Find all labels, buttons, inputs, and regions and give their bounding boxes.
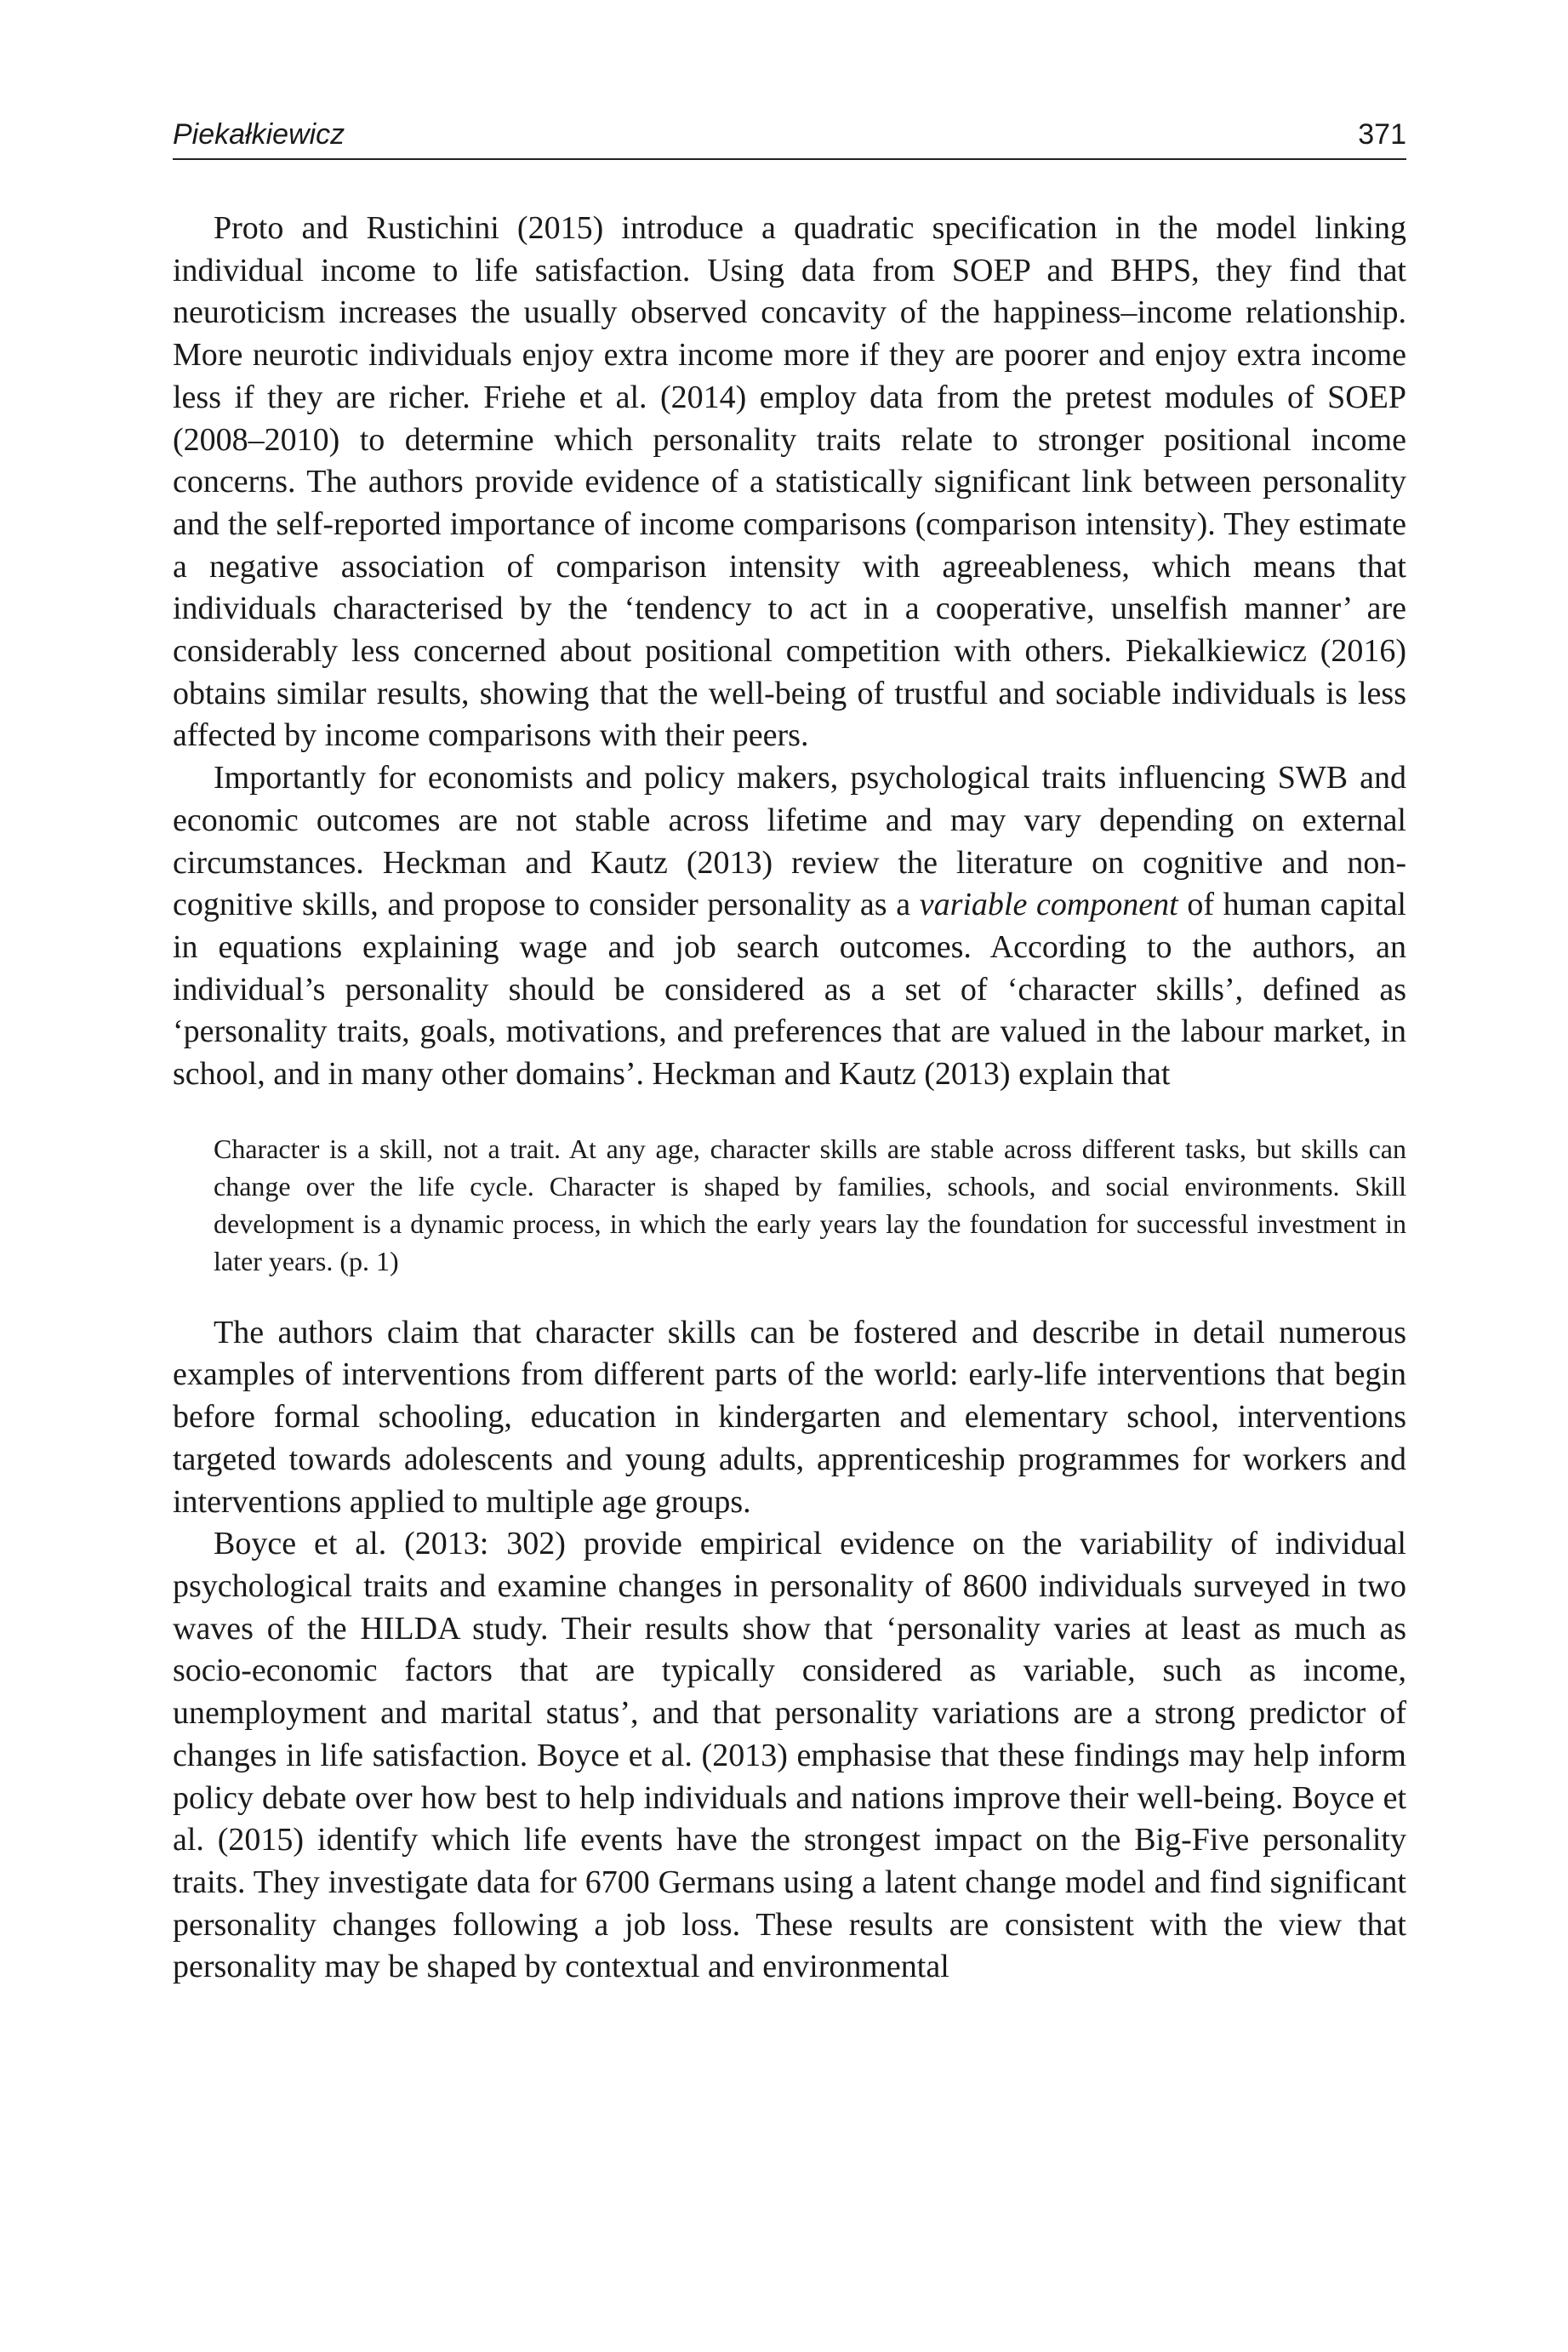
paragraph-2: [173, 757, 1406, 1096]
paragraph-2-italic: variable component: [919, 887, 1178, 923]
running-head: [173, 111, 1406, 160]
paragraph-4: Boyce et al. (2013: 302) provide empirical evidence on the variability of individual psychological traits and examine changes in personality of 8600 individuals surveyed in two waves of the HILDA study. Their results show that ‘personality varies at least as much as socio-economic factors that are typically considered as variable, such as income, unemployment and marital status’, and that personality variations are a strong predictor of changes in life satisfaction. Boyce et al. (2013) emphasise that these findings may help inform policy debate over how best to help individuals and nations improve their well-being. Boyce et al. (2015) identify which life events have the strongest impact on the Big-Five personality traits. They investigate data for 6700 Germans using a latent change model and find significant personality changes following a job loss. These results are consistent with the view that personality may be shaped by contextual and environmental: [173, 1526, 1406, 1985]
paragraph-2-text-a: Importantly for economists and policy makers, psychological traits influencing SWB and economic outcomes are not stable across lifetime and may vary depending on external circumstances. Heckman and Kautz (2013) review the literature on cognitive and non-cognitive skills, and propose to consider personality as a: [173, 760, 1406, 923]
paragraph-3: The authors claim that character skills can be fostered and describe in detail numerous examples of interventions from different parts of the world: early-life interventions that begin before formal schooling, education in kindergarten and elementary school, interventions targeted towards adolescents and young adults, apprenticeship programmes for workers and interventions applied to multiple age groups.: [173, 1314, 1406, 1520]
article-body: [173, 208, 1406, 1989]
paragraph-2-text-b: of human capital in equations explaining wage and job search outcomes. According to the authors, an individual’s personality should be considered as a set of ‘character skills’, defined as ‘personality traits, goals, motivations, and preferences that are valued in the labour market, in school, and in many other domains’. Heckman and Kautz (2013) explain that: [173, 887, 1406, 1093]
block-quote: Character is a skill, not a trait. At any age, character skills are stable across different tasks, but skills can change over the life cycle. Character is shaped by families, schools, and social environments. Skill development is a dynamic process, in which the early years lay the foundation for successful investment in later years. (p. 1): [214, 1133, 1406, 1276]
page-number: 371: [1358, 118, 1406, 151]
paragraph-1: Proto and Rustichini (2015) introduce a quadratic specification in the model linking individual income to life satisfaction. Using data from SOEP and BHPS, they find that neuroticism increases the usually observed concavity of the happiness–income relationship. More neurotic individuals enjoy extra income more if they are poorer and enjoy extra income less if they are richer. Friehe et al. (2014) employ data from the pretest modules of SOEP (2008–2010) to determine which personality traits relate to stronger positional income concerns. The authors provide evidence of a statistically significant link between personality and the self-reported importance of income comparisons (comparison intensity). They estimate a negative association of comparison intensity with agreeableness, which means that individuals characterised by the ‘tendency to act in a cooperative, unselfish manner’ are considerably less concerned about positional competition with others. Piekalkiewicz (2016) obtains similar results, showing that the well-being of trustful and sociable individuals is less affected by income comparisons with their peers.: [173, 210, 1406, 754]
running-head-author: Piekałkiewicz: [173, 118, 345, 151]
